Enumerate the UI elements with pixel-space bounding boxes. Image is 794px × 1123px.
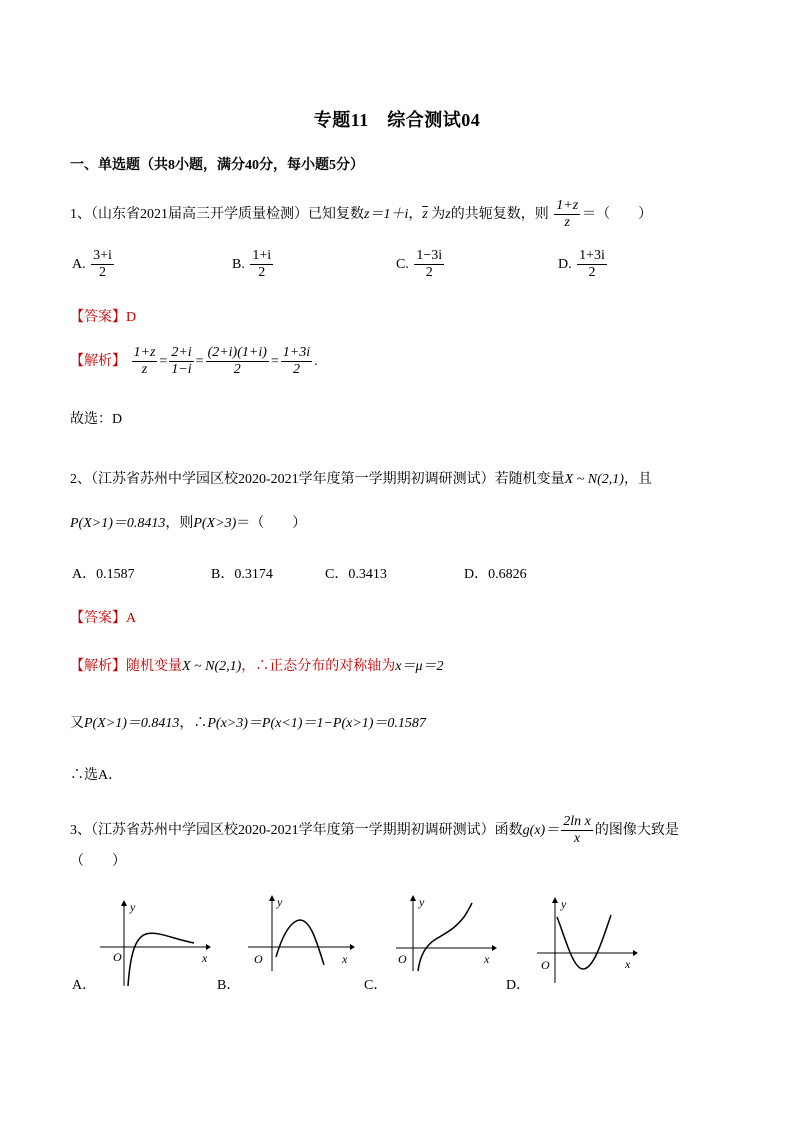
q2-conclusion: ∴选A．: [70, 768, 123, 783]
svg-text:y: y: [561, 897, 567, 911]
q1-answer: 【答案】D: [70, 310, 137, 325]
q1-fraction: $\frac{1+z}{z}$: [556, 198, 579, 231]
svg-text:x: x: [342, 952, 348, 966]
q2-answer: 【答案】A: [70, 611, 137, 626]
question-1-stem: 1、（山东省2021届高三开学质量检测）已知复数z＝1＋i，$\overline{z}$ 为z的共轭复数，则 $\frac{1+z}{z}$ ＝（ ）: [70, 198, 653, 231]
q2-analysis-line1: 【解析】随机变量X ~ N(2,1)，∴正态分布的对称轴为x＝μ＝2: [70, 659, 444, 674]
svg-text:x: x: [202, 951, 208, 965]
question-3-stem-line2: （ ）: [70, 854, 126, 869]
q1-conclusion: 故选：D: [70, 412, 123, 427]
q3-graph-a: [98, 898, 212, 990]
svg-text:x: x: [484, 952, 490, 966]
q1-option-b[interactable]: B. $\frac{1+i}{2}$: [232, 248, 272, 281]
q2-option-d[interactable]: D．0.6826: [464, 567, 527, 582]
section-heading: 一、单选题（共8小题，满分40分，每小题5分）: [70, 158, 364, 173]
q3-option-b[interactable]: B．: [217, 978, 241, 993]
svg-text:x: x: [625, 957, 631, 971]
svg-text:O: O: [254, 952, 263, 966]
svg-text:y: y: [130, 900, 136, 914]
q3-graph-d: [535, 895, 641, 987]
svg-text:O: O: [113, 950, 122, 964]
q3-option-d[interactable]: D．: [506, 978, 531, 993]
svg-text:y: y: [277, 895, 283, 909]
svg-text:O: O: [398, 952, 407, 966]
q3-option-c[interactable]: C．: [364, 978, 388, 993]
page-title: 专题11 综合测试04: [313, 110, 481, 130]
q1-analysis: 【解析】 $\frac{1+z}{z}$ = $\frac{2+i}{1-i}$ = $\frac{(2+i)(1+i)}{2}$ = $\frac{1+3i}{2}$ .: [70, 345, 318, 378]
q2-option-a[interactable]: A．0.1587: [72, 567, 135, 582]
q1-option-c[interactable]: C. $\frac{1-3i}{2}$: [396, 248, 443, 281]
q3-graph-b: [246, 893, 356, 973]
q2-option-c[interactable]: C．0.3413: [325, 567, 387, 582]
q1-z-def: z＝1＋i: [364, 206, 409, 222]
q3-graph-c: [392, 893, 498, 973]
q1-option-d[interactable]: D. $\frac{1+3i}{2}$: [558, 248, 605, 281]
q1-z: z: [445, 206, 451, 222]
svg-text:y: y: [419, 895, 425, 909]
question-2-stem-line1: 2、（江苏省苏州中学园区校2020-2021学年度第一学期期初调研测试）若随机变量X ~ N(2,1)，且: [70, 472, 652, 487]
svg-text:O: O: [541, 958, 550, 972]
q1-option-a[interactable]: A. $\frac{3+i}{2}$: [72, 248, 112, 281]
q3-option-a[interactable]: A．: [72, 978, 97, 993]
q1-zbar: $\overline{z}$: [422, 206, 428, 222]
question-3-stem-line1: 3、（江苏省苏州中学园区校2020-2021学年度第一学期期初调研测试）函数g(x)＝ $\frac{\text{2ln x}}{x}$ 的图像大致是: [70, 814, 679, 847]
q2-analysis-line2: 又P(X>1)＝0.8413，∴P(x>3)＝P(x<1)＝1−P(x>1)＝0.1587: [70, 716, 426, 731]
q2-option-b[interactable]: B．0.3174: [211, 567, 273, 582]
question-2-stem-line2: P(X>1)＝0.8413，则P(X>3)＝（ ）: [70, 516, 307, 531]
